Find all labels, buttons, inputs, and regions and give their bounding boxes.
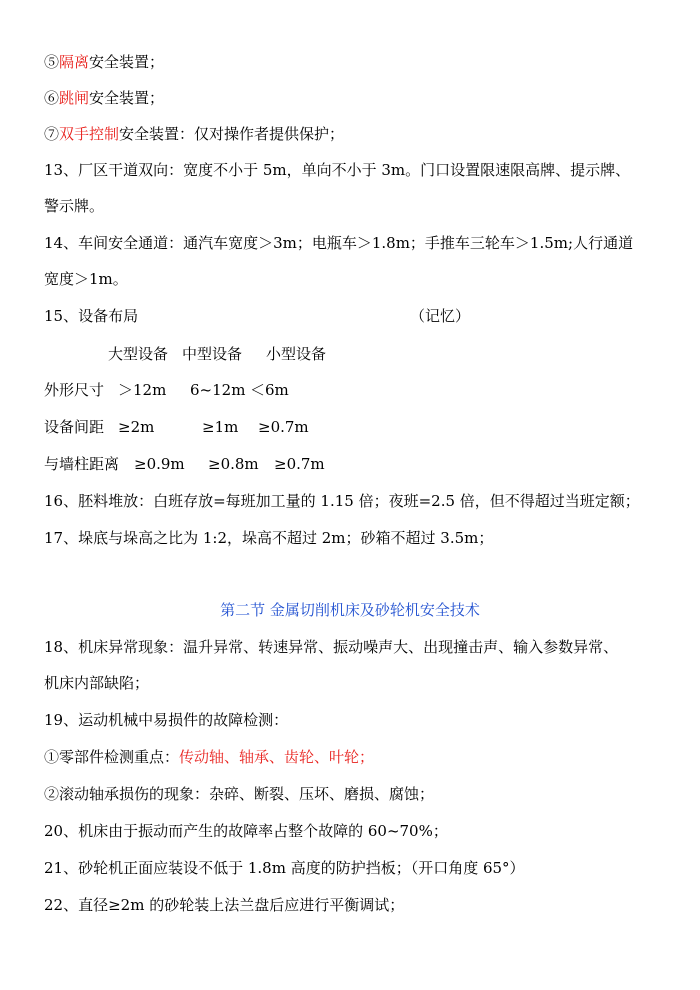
item-19-2: ②滚动轴承损伤的现象：杂碎、断裂、压坏、磨损、腐蚀； xyxy=(44,785,435,803)
table-header-small: 小型设备 xyxy=(266,345,327,363)
item-21: 21、砂轮机正面应装设不低于 1.8m 高度的防护挡板；（开口角度 65°） xyxy=(44,859,525,877)
item-15-title: 15、设备布局 xyxy=(44,307,139,325)
item-17: 17、垛底与垛高之比为 1:2，垛高不超过 2m；砂箱不超过 3.5m； xyxy=(44,529,494,547)
table-cell: ≥2m xyxy=(118,418,155,436)
table-cell: ＞12m xyxy=(118,381,167,399)
item-two-hand-control xyxy=(44,124,344,144)
highlight-red-text: 跳闸 xyxy=(59,89,90,107)
item-trip-device xyxy=(44,88,164,108)
item-text: 安全装置：仅对操作者提供保护； xyxy=(119,125,345,143)
item-19-1 xyxy=(44,747,374,767)
item-20: 20、机床由于振动而产生的故障率占整个故障的 60~70%； xyxy=(44,822,448,840)
item-14-line2: 宽度＞1m。 xyxy=(44,270,128,288)
item-16: 16、胚料堆放：白班存放=每班加工量的 1.15 倍；夜班=2.5 倍，但不得超过当班定额； xyxy=(44,492,640,510)
memory-note: （记忆） xyxy=(410,307,471,325)
item-prefix: ⑤ xyxy=(44,53,60,71)
item-19: 19、运动机械中易损件的故障检测： xyxy=(44,711,289,729)
table-header-medium: 中型设备 xyxy=(182,345,243,363)
item-text: ①零部件检测重点： xyxy=(44,748,180,766)
item-18-line1: 18、机床异常现象：温升异常、转速异常、振动噪声大、出现撞击声、输入参数异常、 xyxy=(44,638,619,656)
item-14-line1: 14、车间安全通道：通汽车宽度＞3m；电瓶车＞1.8m；手推车三轮车＞1.5m;人行通道 xyxy=(44,234,634,252)
item-text: 安全装置； xyxy=(89,89,165,107)
item-prefix: ⑦ xyxy=(44,125,60,143)
highlight-red-text: 隔离 xyxy=(59,53,90,71)
item-prefix: ⑥ xyxy=(44,89,60,107)
item-22: 22、直径≥2m 的砂轮装上法兰盘后应进行平衡调试； xyxy=(44,896,405,914)
table-row-label: 与墙柱距离 xyxy=(44,455,120,473)
table-header-large: 大型设备 xyxy=(108,345,169,363)
item-text: 安全装置； xyxy=(89,53,165,71)
table-cell: ≥1m xyxy=(202,418,239,436)
table-cell: ＜6m xyxy=(250,381,289,399)
table-cell: 6~12m xyxy=(190,381,246,399)
item-13-line1: 13、厂区干道双向：宽度不小于 5m，单向不小于 3m。门口设置限速限高牌、提示牌、 xyxy=(44,161,631,179)
highlight-red-text: 传动轴、轴承、齿轮、叶轮； xyxy=(179,748,375,766)
item-13-line2: 警示牌。 xyxy=(44,197,105,215)
item-18-line2: 机床内部缺陷； xyxy=(44,674,150,692)
section-heading: 第二节 金属切削机床及砂轮机安全技术 xyxy=(220,601,480,619)
table-row-label: 外形尺寸 xyxy=(44,381,105,399)
table-cell: ≥0.7m xyxy=(258,418,309,436)
table-row-label: 设备间距 xyxy=(44,418,105,436)
table-cell: ≥0.8m xyxy=(208,455,259,473)
highlight-red-text: 双手控制 xyxy=(59,125,120,143)
item-isolation-device xyxy=(44,52,164,72)
table-cell: ≥0.9m xyxy=(134,455,185,473)
table-cell: ≥0.7m xyxy=(274,455,325,473)
